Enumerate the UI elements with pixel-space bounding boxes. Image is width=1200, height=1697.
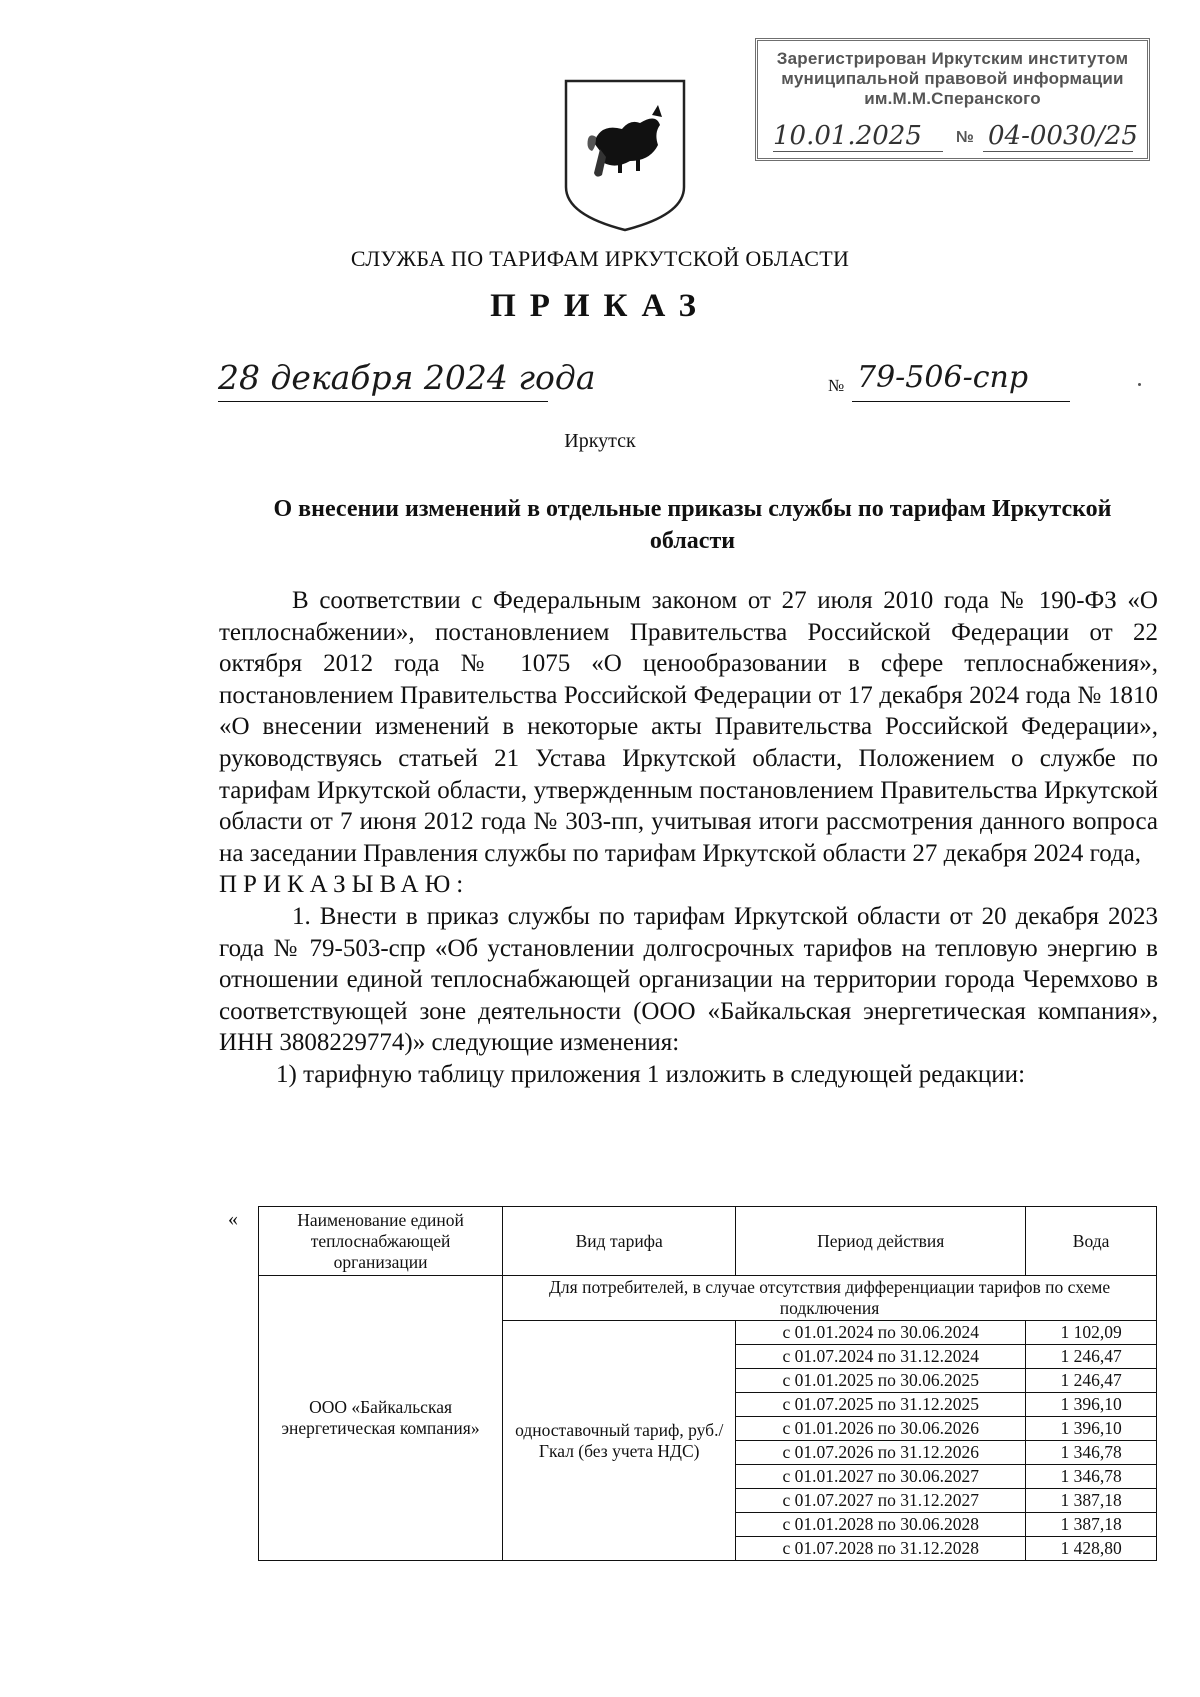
stamp-line-2: муниципальной правовой информации bbox=[781, 69, 1124, 88]
order-heading: О внесении изменений в отдельные приказы службы по тарифам Иркутской области bbox=[273, 496, 1112, 554]
value-cell: 1 346,78 bbox=[1026, 1441, 1157, 1465]
stamp-line-1: Зарегистрирован Иркутским институтом bbox=[776, 49, 1129, 68]
header-tariff-type: Вид тарифа bbox=[503, 1207, 736, 1276]
item-1-paragraph: 1. Внести в приказ службы по тарифам Иркутской области от 20 декабря 2023 года № 79-503-спр «Об установлении долгосрочных тарифов на тепловую энергию в отношении единой теплоснабжающей организации на территории города Черемхово в соответствующей зоне деятельности (ООО «Байкальская энергетическая компания», ИНН 3808229774)» следующие изменения: bbox=[219, 902, 1158, 1057]
value-cell: 1 246,47 bbox=[1026, 1369, 1157, 1393]
value-cell: 1 396,10 bbox=[1026, 1417, 1157, 1441]
handwritten-order-number: 79-506-спр bbox=[857, 360, 1029, 395]
stamp-line-3: им.М.М.Сперанского bbox=[864, 89, 1041, 108]
period-cell: с 01.01.2028 по 30.06.2028 bbox=[736, 1513, 1026, 1537]
value-cell: 1 387,18 bbox=[1026, 1489, 1157, 1513]
period-cell: с 01.01.2025 по 30.06.2025 bbox=[736, 1369, 1026, 1393]
table-header-row bbox=[259, 1207, 1157, 1276]
number-sign: № bbox=[828, 376, 845, 395]
header-org: Наименование единой теплоснабжающей организации bbox=[259, 1207, 503, 1276]
number-underline bbox=[852, 401, 1070, 402]
value-cell: 1 387,18 bbox=[1026, 1513, 1157, 1537]
table-open-quote: « bbox=[228, 1208, 238, 1230]
value-cell: 1 102,09 bbox=[1026, 1321, 1157, 1345]
city: Иркутск bbox=[564, 430, 636, 452]
period-cell: с 01.07.2027 по 31.12.2027 bbox=[736, 1489, 1026, 1513]
stamp-date: 10.01.2025 bbox=[773, 121, 922, 151]
period-cell: с 01.07.2025 по 31.12.2025 bbox=[736, 1393, 1026, 1417]
order-body bbox=[219, 585, 1158, 1091]
period-cell: с 01.01.2027 по 30.06.2027 bbox=[736, 1465, 1026, 1489]
document-type: ПРИКАЗ bbox=[490, 288, 710, 324]
stamp-number-underline bbox=[983, 151, 1133, 152]
table-subheader-row bbox=[259, 1276, 1157, 1321]
agency-name: СЛУЖБА ПО ТАРИФАМ ИРКУТСКОЙ ОБЛАСТИ bbox=[350, 246, 850, 271]
header-water: Вода bbox=[1026, 1207, 1157, 1276]
period-cell: с 01.07.2024 по 31.12.2024 bbox=[736, 1345, 1026, 1369]
stamp-number: 04-0030/25 bbox=[988, 121, 1138, 151]
coat-of-arms-icon bbox=[560, 75, 690, 235]
value-cell: 1 428,80 bbox=[1026, 1537, 1157, 1561]
tariff-desc-cell: одноставочный тариф, руб./Гкал (без учета НДС) bbox=[503, 1321, 736, 1561]
stamp-number-label: № bbox=[956, 129, 974, 146]
period-cell: с 01.01.2024 по 30.06.2024 bbox=[736, 1321, 1026, 1345]
value-cell: 1 346,78 bbox=[1026, 1465, 1157, 1489]
stamp-date-underline bbox=[773, 151, 943, 152]
subheader-cell: Для потребителей, в случае отсутствия дифференциации тарифов по схеме подключения bbox=[503, 1276, 1157, 1321]
order-word: ПРИКАЗЫВАЮ: bbox=[219, 871, 470, 899]
handwritten-date: 28 декабря 2024 года bbox=[218, 358, 596, 397]
header-period: Период действия bbox=[736, 1207, 1026, 1276]
period-cell: с 01.01.2026 по 30.06.2026 bbox=[736, 1417, 1026, 1441]
org-name-cell: ООО «Байкальская энергетическая компания» bbox=[259, 1276, 503, 1561]
period-cell: с 01.07.2026 по 31.12.2026 bbox=[736, 1441, 1026, 1465]
registration-stamp bbox=[755, 38, 1150, 161]
period-cell: с 01.07.2028 по 31.12.2028 bbox=[736, 1537, 1026, 1561]
tariff-table bbox=[258, 1206, 1157, 1561]
stray-dot bbox=[1138, 383, 1141, 386]
item-1-subitem-1: 1) тарифную таблицу приложения 1 изложить в следующей редакции: bbox=[276, 1060, 1026, 1088]
value-cell: 1 396,10 bbox=[1026, 1393, 1157, 1417]
date-underline bbox=[218, 401, 548, 402]
value-cell: 1 246,47 bbox=[1026, 1345, 1157, 1369]
preamble-paragraph: В соответствии с Федеральным законом от 27 июля 2010 года № 190-ФЗ «О теплоснабжении», постановлением Правительства Российской Федерации от 22 октября 2012 года № 1075 «О ценообразовании в сфере теплоснабжения», постановлением Правительства Российской Федерации от 17 декабря 2024 года № 1810 «О внесении изменений в некоторые акты Правительства Российской Федерации», руководствуясь статьей 21 Устава Иркутской области, Положением о службе по тарифам Иркутской области, утвержденным постановлением Правительства Иркутской области от 7 июня 2012 года № 303-пп, учитывая итоги рассмотрения данного вопроса на заседании Правления службы по тарифам Иркутской области 27 декабря 2024 года, bbox=[219, 587, 1158, 867]
